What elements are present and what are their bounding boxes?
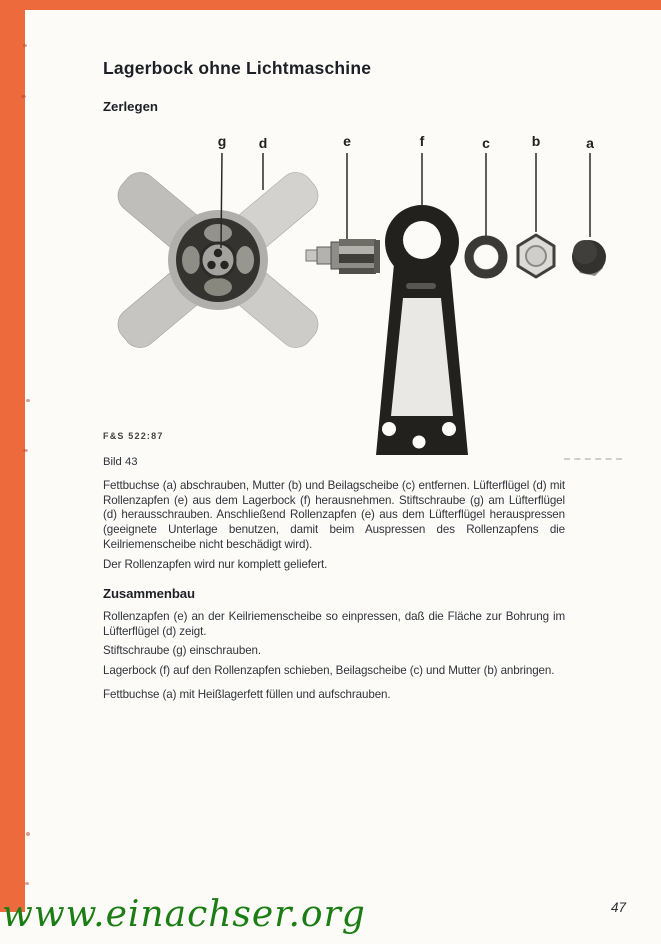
scan-speck (23, 44, 27, 47)
figure-label-c: c (482, 135, 490, 151)
figure-label-g: g (217, 133, 227, 149)
page-frame-left (0, 10, 25, 912)
pulley-hub (168, 210, 268, 310)
watermark-url: www.einachser.org (2, 894, 366, 935)
paragraph-zerlegen-1: Fettbuchse (a) abschrauben, Mutter (b) und Beilagscheibe (c) entfernen. Lüfterflügel (d) mit Rollenzapfen (e) aus dem Lagerbock (f) herausnehmen. Stiftschraube (g) am Lüfterflügel (d) herausschrauben. Anschließend Rollenzapfen (e) aus dem Lüfterflügel herauspressen (geeignete Unterlage benutzen, damit beim Auspressen des Rollenzapfens die Keilriemenscheibe nicht beschädigt wird). (103, 479, 565, 551)
scan-speck (26, 399, 30, 402)
mutter-illustration (518, 235, 554, 277)
figure-credit: F&S 522:87 (103, 431, 164, 441)
section-heading-zusammenbau: Zusammenbau (103, 586, 195, 602)
figure-label-a: a (586, 135, 594, 151)
exploded-parts-drawing (100, 126, 620, 471)
figure-label-d: d (258, 135, 268, 151)
scan-artifact-dashes (564, 458, 622, 460)
scan-speck (21, 95, 26, 98)
scan-speck (23, 449, 28, 452)
paragraph-zusammenbau-2: Stiftschraube (g) einschrauben. (103, 644, 262, 658)
paragraph-zerlegen-2: Der Rollenzapfen wird nur komplett geliefert. (103, 557, 328, 571)
page-frame-top (0, 0, 661, 10)
figure-caption: Bild 43 (103, 456, 138, 468)
lagerbock-illustration (376, 205, 468, 455)
body-text (103, 479, 565, 707)
paragraph-zusammenbau-1: Rollenzapfen (e) an der Keilriemenscheibe so einpressen, daß die Fläche zur Bohrung im Lüfterflügel (d) zeigt. (103, 609, 565, 638)
figure-bild-43 (100, 126, 620, 471)
scan-speck (26, 832, 30, 836)
paragraph-zusammenbau-3: Lagerbock (f) auf den Rollenzapfen schieben, Beilagscheibe (c) und Mutter (b) anbringen. (103, 664, 555, 678)
figure-label-e: e (343, 133, 351, 149)
page-number: 47 (611, 900, 627, 915)
section-heading-zerlegen: Zerlegen (103, 99, 158, 114)
beilagscheibe-illustration (465, 236, 508, 279)
figure-label-f: f (419, 133, 425, 149)
fan-illustration (111, 165, 325, 354)
paragraph-zusammenbau-4: Fettbuchse (a) mit Heißlagerfett füllen und aufschrauben. (103, 687, 391, 701)
figure-labels (218, 133, 594, 151)
figure-label-b: b (531, 133, 541, 149)
page-title: Lagerbock ohne Lichtmaschine (103, 58, 372, 78)
scan-speck (25, 882, 29, 885)
fettbuchse-illustration (572, 240, 606, 276)
rollenzapfen-illustration (306, 239, 380, 274)
